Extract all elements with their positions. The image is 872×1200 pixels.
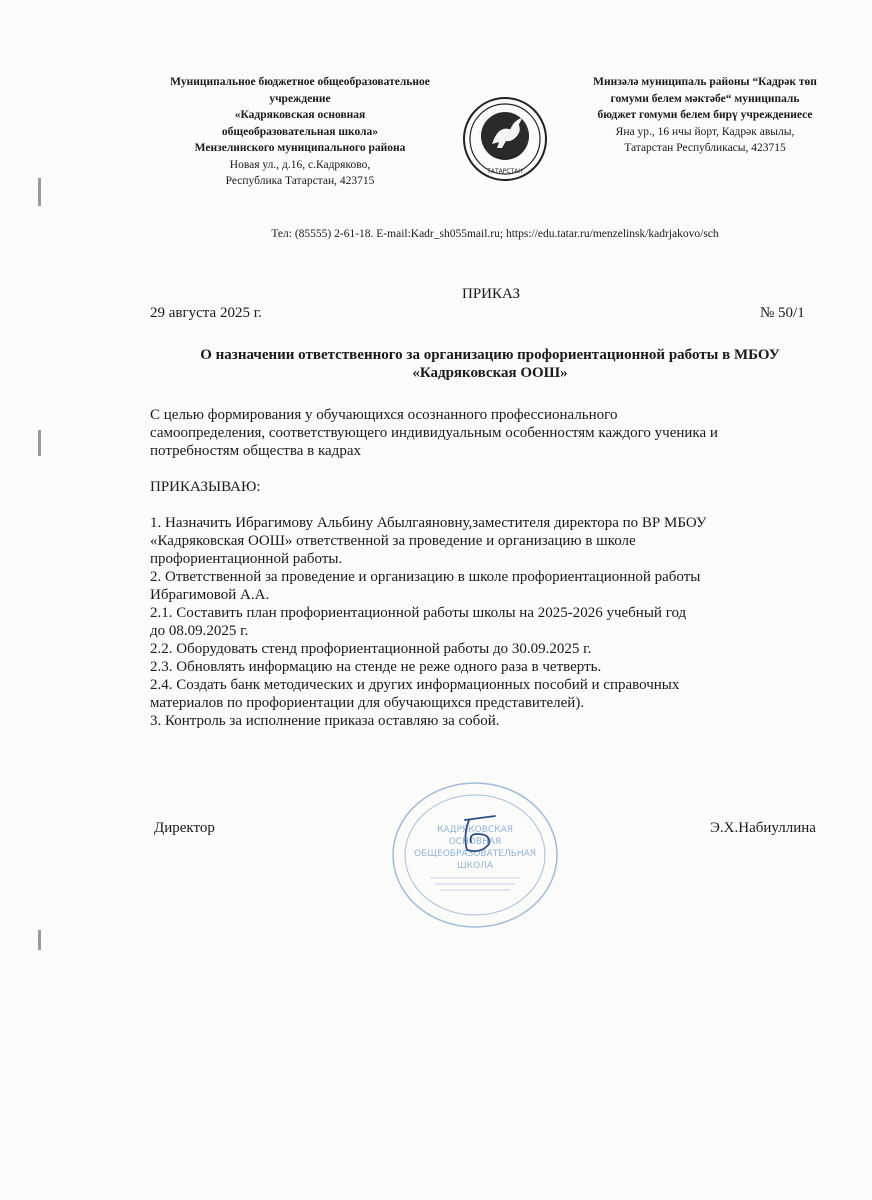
document-date: 29 августа 2025 г. bbox=[150, 305, 262, 321]
org-name-tatar-line: Минзәлә муниципаль районы “Кадрәк төп bbox=[593, 76, 817, 88]
signer-role: Директор bbox=[154, 820, 215, 836]
document-body bbox=[150, 406, 840, 730]
tatarstan-emblem-icon bbox=[462, 96, 548, 182]
intro-line: самоопределения, соответствующего индивидуальным особенностям каждого ученика и bbox=[150, 425, 718, 441]
order-word: ПРИКАЗЫВАЮ: bbox=[150, 479, 261, 495]
stamp-text: КАДРЯКОВСКАЯ bbox=[437, 825, 513, 835]
org-name-tatar-line: бюджет гомуми белем бирү учреждениесе bbox=[597, 109, 813, 121]
order-item-1: 1. Назначить Ибрагимову Альбину Абылгаяновну,заместителя директора по ВР МБОУ bbox=[150, 515, 707, 531]
org-address-tatar-line: Яна ур., 16 нчы йорт, Кадрәк авылы, bbox=[615, 125, 795, 138]
intro-line: С целью формирования у обучающихся осознанного профессионального bbox=[150, 407, 618, 423]
order-item-2-1: 2.1. Составить план профориентационной работы школы на 2025-2026 учебный год bbox=[150, 605, 687, 621]
document-title-line: О назначении ответственного за организацию профориентационной работы в МБОУ bbox=[200, 347, 780, 363]
order-item-2-4: 2.4. Создать банк методических и других информационных пособий и справочных bbox=[150, 677, 680, 693]
org-district-line: Мензелинского муниципального района bbox=[194, 142, 406, 154]
handwritten-signature bbox=[455, 812, 505, 857]
document-title-line: «Кадряковская ООШ» bbox=[412, 365, 568, 381]
header-right-block bbox=[560, 74, 850, 157]
org-name-tatar-line: гомуми белем мәктәбе“ муниципаль bbox=[610, 92, 800, 105]
order-item-2-2: 2.2. Оборудовать стенд профориентационной работы до 30.09.2025 г. bbox=[150, 641, 592, 657]
contacts-line: Тел: (85555) 2-61-18. E-mail:Kadr_sh055mail.ru; https://edu.tatar.ru/menzelinsk/kadrjakovo/sch bbox=[271, 228, 719, 240]
scan-artifact bbox=[38, 178, 41, 206]
intro-line: потребностям общества в кадрах bbox=[150, 443, 361, 459]
scan-artifact bbox=[38, 930, 41, 950]
org-address-line: Новая ул., д.16, с.Кадряково, bbox=[229, 158, 371, 171]
order-item-2: Ибрагимовой А.А. bbox=[150, 587, 270, 603]
document-number: № 50/1 bbox=[760, 305, 805, 321]
stamp-text: ОБЩЕОБРАЗОВАТЕЛЬНАЯ bbox=[413, 849, 537, 859]
org-name-line: учреждение bbox=[269, 92, 331, 105]
order-item-2: 2. Ответственной за проведение и организацию в школе профориентационной работы bbox=[150, 569, 701, 585]
org-name-line: Муниципальное бюджетное общеобразовательное bbox=[170, 76, 430, 88]
stamp-text: ШКОЛА bbox=[456, 861, 494, 871]
org-address-line: Республика Татарстан, 423715 bbox=[225, 175, 375, 187]
order-item-3: 3. Контроль за исполнение приказа оставляю за собой. bbox=[150, 713, 500, 729]
org-name-line: общеобразовательная школа» bbox=[221, 125, 379, 138]
stamp-text: ОСНОВНАЯ bbox=[448, 837, 502, 847]
scan-artifact bbox=[38, 430, 41, 456]
document-type: ПРИКАЗ bbox=[462, 286, 520, 302]
document-title bbox=[140, 346, 840, 382]
order-item-1: «Кадряковская ООШ» ответственной за проведение и организацию в школе bbox=[150, 533, 636, 549]
order-item-2-1: до 08.09.2025 г. bbox=[150, 623, 249, 639]
order-item-1: профориентационной работы. bbox=[150, 551, 343, 567]
order-item-2-4: материалов по профориентации для обучающихся представителей). bbox=[150, 695, 585, 711]
emblem-label: ТАТАРСТАН bbox=[487, 168, 523, 175]
signer-name: Э.Х.Набиуллина bbox=[710, 820, 816, 836]
header-left-block bbox=[140, 74, 460, 190]
org-address-tatar-line: Татарстан Республикасы, 423715 bbox=[624, 142, 786, 154]
org-name-line: «Кадряковская основная bbox=[234, 109, 366, 121]
order-item-2-3: 2.3. Обновлять информацию на стенде не реже одного раза в четверть. bbox=[150, 659, 602, 675]
